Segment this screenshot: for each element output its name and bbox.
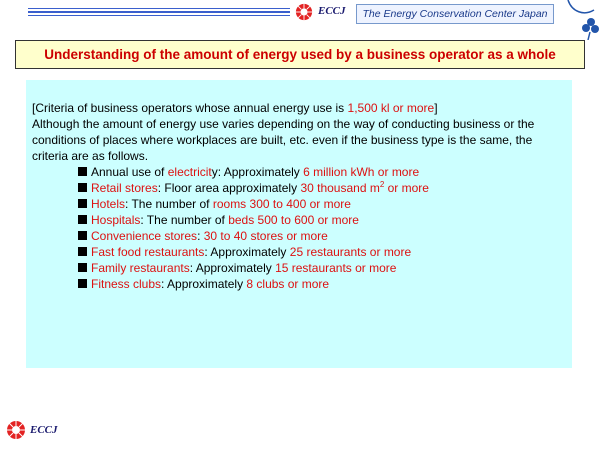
list-item	[78, 180, 570, 196]
item-text: : Approximately	[161, 277, 247, 291]
item-text: :	[197, 229, 204, 243]
criteria-line	[32, 100, 570, 116]
eccj-sun-logo-icon	[6, 420, 26, 440]
item-threshold: 8 clubs or more	[246, 277, 330, 291]
item-threshold-suffix: or more	[384, 181, 429, 195]
square-bullet-icon	[78, 279, 87, 288]
list-item	[78, 260, 570, 276]
square-bullet-icon	[78, 231, 87, 240]
eccj-sun-logo-icon	[295, 3, 313, 21]
list-item	[78, 244, 570, 260]
content-panel	[26, 80, 572, 368]
square-bullet-icon	[78, 263, 87, 272]
list-item	[78, 164, 570, 180]
item-threshold: 25 restaurants or more	[289, 245, 412, 259]
criteria-prefix: [Criteria of business operators whose annual energy use is	[32, 101, 348, 115]
list-item	[78, 196, 570, 212]
item-text: : The number of	[125, 197, 213, 211]
item-threshold: 30 to 40 stores or more	[203, 229, 328, 243]
list-item	[78, 276, 570, 292]
item-text: : Floor area approximately	[157, 181, 301, 195]
page-title: Understanding of the amount of energy used by a business operator as a whole	[15, 40, 585, 69]
organization-name-box: The Energy Conservation Center Japan	[356, 4, 554, 24]
square-bullet-icon	[78, 247, 87, 256]
item-threshold: 6 million kWh or more	[303, 165, 420, 179]
item-category: Retail stores	[91, 181, 158, 195]
item-category: Fitness clubs	[91, 277, 162, 291]
criteria-threshold: 1,500 kl or more	[347, 101, 435, 115]
item-category: Family restaurants	[91, 261, 190, 275]
intro-paragraph: Although the amount of energy use varies depending on the way of conducting business or the conditions of places where workplaces are built, etc. even if the business type is the same, the criteria are as follows.	[32, 117, 535, 163]
square-bullet-icon	[78, 215, 87, 224]
item-threshold: rooms 300 to 400 or more	[212, 197, 351, 211]
list-item	[78, 212, 570, 228]
header-eccj-label: ECCJ	[318, 5, 346, 17]
footer-eccj-label: ECCJ	[30, 424, 58, 436]
item-category: Hotels	[91, 197, 126, 211]
criteria-list	[32, 164, 570, 292]
item-prefix: Annual use of	[91, 165, 168, 179]
item-category: electricit	[167, 165, 212, 179]
item-text: : Approximately	[204, 245, 290, 259]
clover-logo-icon	[564, 0, 600, 40]
item-category: Convenience stores	[91, 229, 198, 243]
item-threshold: beds 500 to 600 or more	[228, 213, 359, 227]
item-text: : Approximately	[189, 261, 276, 275]
item-text: y: Approximately	[211, 165, 304, 179]
item-superscript: 2	[379, 180, 385, 189]
list-item	[78, 228, 570, 244]
item-threshold: 30 thousand m	[300, 181, 380, 195]
item-threshold: 15 restaurants or more	[275, 261, 397, 275]
header-decor-lines	[28, 8, 290, 18]
square-bullet-icon	[78, 167, 87, 176]
item-text: : The number of	[140, 213, 229, 227]
content-text	[32, 100, 570, 292]
item-category: Hospitals	[91, 213, 141, 227]
criteria-suffix: ]	[434, 101, 438, 115]
square-bullet-icon	[78, 199, 87, 208]
item-category: Fast food restaurants	[91, 245, 205, 259]
square-bullet-icon	[78, 183, 87, 192]
